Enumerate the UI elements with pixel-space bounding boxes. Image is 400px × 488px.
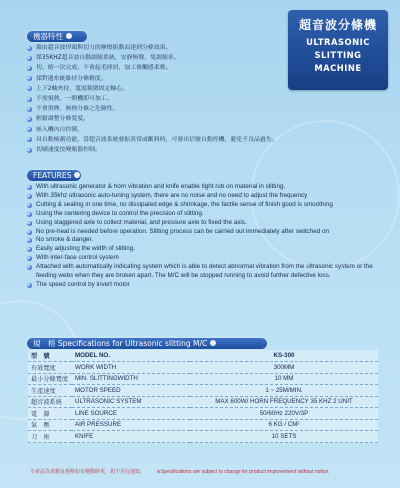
section-header-label: 機器特性: [33, 32, 63, 41]
feature-item-cn: [27, 135, 287, 145]
feature-item-cn: [27, 63, 287, 73]
bullet-icon: [27, 97, 32, 102]
list-item-text: Easily adjusting the width of slitting.: [36, 245, 136, 253]
bullet-icon: [27, 256, 32, 261]
feature-item-cn: [27, 94, 287, 104]
feature-item-en: [27, 263, 377, 281]
section-header-features-en: [27, 170, 81, 181]
spec-value: 10 SETS: [190, 431, 378, 443]
section-dot-icon: [210, 340, 216, 346]
feature-item-en: [27, 228, 377, 237]
list-item-text: 採35KHZ超音波自動調頻系統，安靜無聲，免調頻率。: [36, 55, 180, 62]
footnote: [30, 468, 330, 475]
spec-value: 1 ~ 25M/MIN.: [190, 385, 378, 397]
bullet-icon: [27, 265, 32, 270]
section-header-specifications: [27, 338, 267, 349]
spec-label-en: KNIFE: [72, 431, 190, 443]
list-item-text: 切刷速度按變頻器控制。: [36, 147, 101, 154]
feature-item-cn: [27, 125, 287, 135]
feature-item-en: [27, 236, 377, 245]
spec-label-en: ULTRASONIC SYSTEM: [72, 396, 190, 408]
bullet-icon: [27, 46, 32, 51]
feature-item-en: [27, 254, 377, 263]
table-row: [28, 385, 378, 397]
product-title-badge: [288, 10, 388, 90]
bullet-icon: [27, 194, 32, 199]
feature-item-en: [27, 245, 377, 254]
section-dot-icon: [74, 172, 80, 178]
spec-label-cn: 最小分條寬度: [28, 373, 72, 385]
bullet-icon: [27, 86, 32, 91]
feature-item-cn: [27, 145, 287, 155]
spec-label-en: MODEL NO.: [72, 350, 190, 362]
list-item-text: 藉由超音波焊頭與切刀的摩擦振動而達到分條效果。: [36, 45, 172, 51]
feature-item-cn: [27, 114, 287, 124]
spec-label-cn: 刀 座: [28, 431, 72, 443]
spec-value: 10 MM: [190, 373, 378, 385]
bullet-icon: [27, 238, 32, 243]
list-item-text: The speed control by invert motor: [36, 280, 130, 288]
spec-label-en: WORK WIDTH: [72, 362, 190, 374]
feature-item-cn: [27, 43, 287, 53]
table-row: [28, 431, 378, 443]
table-row: [28, 419, 378, 431]
features-list-en: [27, 183, 377, 290]
list-item-text: With inter-face control system: [36, 254, 119, 262]
list-item-text: 採對邊糸統維持分條精度。: [36, 75, 107, 82]
bullet-icon: [27, 247, 32, 252]
bullet-icon: [27, 212, 32, 217]
spec-value: 6 KG / CM²: [190, 419, 378, 431]
feature-item-cn: [27, 104, 287, 114]
list-item-text: Cutting & sealing in one time, no dissipated edge & shrinkage, the factile sense of finish good is smoothing: [36, 200, 333, 208]
spec-label-en: MIN. SLITTINGWIDTH: [72, 373, 190, 385]
feature-item-en: [27, 183, 377, 192]
bullet-icon: [27, 185, 32, 190]
bullet-icon: [27, 56, 32, 61]
list-item-text: 輕鬆調整分條寬度。: [36, 116, 90, 123]
spec-value: 300MM: [190, 362, 378, 374]
bullet-icon: [27, 107, 32, 112]
specifications-table: [28, 350, 378, 443]
list-item-text: Using staggered axle to collect material, and pressure axle to fixed the axis.: [36, 218, 247, 226]
feature-item-en: [27, 219, 377, 228]
section-dot-icon: [66, 33, 72, 39]
spec-value: 50/60Hz 220V/3P: [190, 408, 378, 420]
spec-label-cn: 超音波系統: [28, 396, 72, 408]
feature-item-cn: [27, 84, 287, 94]
product-title-en-line1: ULTRASONIC: [306, 37, 370, 47]
list-item-text: 不會黑煙，無熱分條之危險性。: [36, 106, 119, 113]
bullet-icon: [27, 148, 32, 153]
bullet-icon: [27, 66, 32, 71]
bullet-icon: [27, 221, 32, 226]
features-list-cn: [27, 43, 287, 155]
table-row: [28, 362, 378, 374]
footnote-cn: ※產品為求精良規格如有變動時更，恕不另行通知。: [30, 469, 146, 475]
section-header-label: FEATURES: [33, 171, 72, 180]
bullet-icon: [27, 127, 32, 132]
list-item-text: Attached with automatically indicating system which is able to detect abnormal vibration from the ultrasonic system or the feeding webs when they are broken apart. The M/C will be stopped running to avoid further defective loss.: [36, 263, 373, 280]
spec-label-en: LINE SOURCE: [72, 408, 190, 420]
feature-item-en: [27, 192, 377, 201]
spec-label-cn: 氣 壓: [28, 419, 72, 431]
spec-label-cn: 型 號: [28, 350, 72, 362]
list-item-text: No smoke & danger.: [36, 236, 94, 244]
section-header-features-cn: [27, 31, 87, 42]
list-item-text: 不需預熱，一開機即可加工。: [36, 96, 113, 103]
feature-item-en: [27, 201, 377, 210]
bullet-icon: [27, 203, 32, 208]
feature-item-cn: [27, 53, 287, 63]
feature-item-en: [27, 281, 377, 290]
spec-label-cn: 電 源: [28, 408, 72, 420]
list-item-text: Using the centering device to control the precision of slitting.: [36, 209, 204, 217]
product-title-cn: 超音波分條機: [298, 18, 377, 32]
bullet-icon: [27, 76, 32, 81]
spec-value: MAX 600W/ HORN FREQUENCY 35 KHZ 2 UNIT: [190, 396, 378, 408]
list-item-text: With 35khz ultrasonic auto-tuning system, there are no noise and no need to adjust the frequency: [36, 191, 308, 199]
feature-item-cn: [27, 74, 287, 84]
bullet-icon: [27, 137, 32, 142]
table-row: [28, 373, 378, 385]
footnote-en: ※Specifications are subject to change for product improvement without notice.: [156, 469, 330, 475]
spec-label-cn: 生產速度: [28, 385, 72, 397]
spec-label-cn: 有效寬度: [28, 362, 72, 374]
list-item-text: With ultrasonic generator & horn vibration and knife enable tight rub on material in slitting.: [36, 183, 286, 190]
spec-label-en: MOTOR SPEED: [72, 385, 190, 397]
bullet-icon: [27, 230, 32, 235]
bullet-icon: [27, 283, 32, 288]
list-item-text: 切、熔一次完成，不會起毛掉屑，加工後觸感柔軟。: [36, 65, 172, 72]
product-title-en-line3: MACHINE: [314, 63, 362, 73]
spec-label-en: AIR PRESSURE: [72, 419, 190, 431]
feature-item-en: [27, 210, 377, 219]
bullet-icon: [27, 117, 32, 122]
table-row: [28, 396, 378, 408]
list-item-text: No pre-heat is needed before operation. Slitting process can be carried out immediately after switched on: [36, 227, 329, 235]
table-row: [28, 408, 378, 420]
spec-value: KS-300: [190, 350, 378, 362]
list-item-text: 嵌入機內自控制。: [36, 126, 84, 133]
table-row: [28, 350, 378, 362]
product-title-en-line2: SLITTING: [314, 50, 362, 60]
list-item-text: 具自動檢測功能，當超音波系統發振異常或斷料時，可發出信號自動停機，避免不良品過失。: [36, 136, 278, 143]
list-item-text: 上下2軸夾持，寬度範圍固定軸心。: [36, 85, 129, 92]
section-header-label: 規 格 Specifications for Ultrasonic slitting M/C: [33, 339, 208, 348]
